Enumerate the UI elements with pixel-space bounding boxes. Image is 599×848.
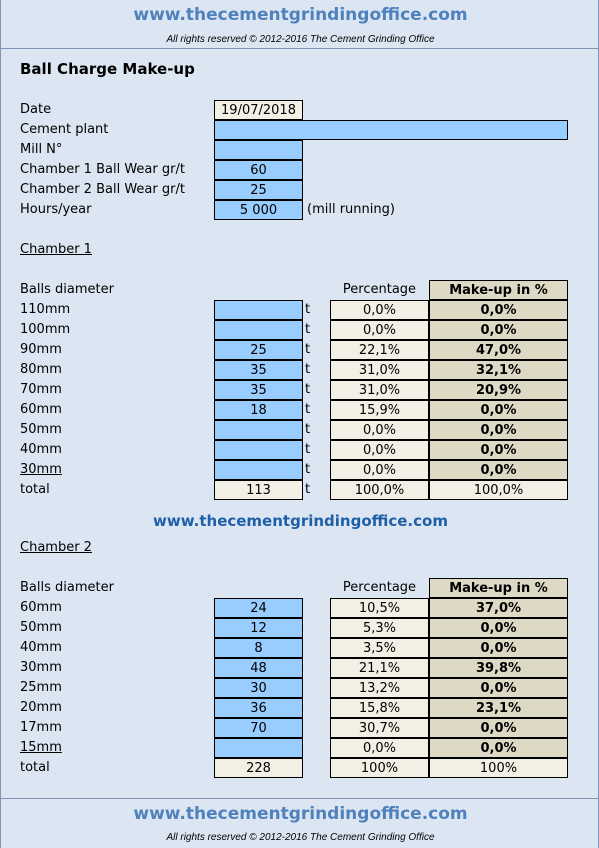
footer-website-link[interactable]: www.thecementgrindingoffice.com [133,804,468,824]
chamber1-row-size: 40mm [20,442,62,457]
chamber2-total-qty: 228 [214,758,303,778]
chamber1-row-percentage: 31,0% [330,360,429,380]
chamber2-total-label: total [20,760,50,775]
chamber2-row-percentage: 5,3% [330,618,429,638]
chamber1-row-unit: t [305,302,311,317]
chamber2-row-percentage: 21,1% [330,658,429,678]
chamber1-row-unit: t [305,322,311,337]
mill-number-field[interactable] [214,140,303,160]
chamber2-row-makeup: 0,0% [429,638,568,658]
chamber1-row-qty-field[interactable] [214,420,303,440]
chamber1-row-unit: t [305,422,311,437]
chamber1-table [1,280,599,502]
chamber2-table [1,578,599,780]
chamber1-row-qty-field[interactable]: 18 [214,400,303,420]
chamber1-row-unit: t [305,362,311,377]
chamber1-row-size: 60mm [20,402,62,417]
chamber2-row-qty-field[interactable]: 48 [214,658,303,678]
hours-label: Hours/year [20,202,92,217]
chamber1-makeup-header: Make-up in % [429,280,568,300]
hours-field[interactable]: 5 000 [214,200,303,220]
date-label: Date [20,102,52,117]
chamber1-row-makeup: 0,0% [429,300,568,320]
chamber2-row-makeup: 0,0% [429,678,568,698]
chamber1-row-makeup: 47,0% [429,340,568,360]
chamber2-row-percentage: 13,2% [330,678,429,698]
chamber1-row-unit: t [305,342,311,357]
footer-divider [1,798,599,799]
chamber1-row-size: 30mm [20,462,62,477]
chamber1-total-percentage: 100,0% [330,480,429,500]
chamber2-row-qty-field[interactable]: 70 [214,718,303,738]
chamber1-row-percentage: 31,0% [330,380,429,400]
footer-rights: All rights reserved © 2012-2016 The Cement Grinding Office [166,832,435,843]
chamber2-wear-label: Chamber 2 Ball Wear gr/t [20,182,185,197]
chamber2-diameter-header: Balls diameter [20,580,114,595]
chamber1-row-unit: t [305,382,311,397]
header-website-link[interactable]: www.thecementgrindingoffice.com [133,5,468,25]
chamber1-diameter-header: Balls diameter [20,282,114,297]
chamber1-row-qty-field[interactable]: 35 [214,360,303,380]
date-field[interactable]: 19/07/2018 [214,100,303,120]
chamber2-total-makeup: 100% [429,758,568,778]
chamber1-wear-field[interactable]: 60 [214,160,303,180]
hours-note: (mill running) [307,202,395,217]
chamber1-row-size: 50mm [20,422,62,437]
header-rights: All rights reserved © 2012-2016 The Cement Grinding Office [166,34,435,45]
chamber1-row-makeup: 0,0% [429,420,568,440]
chamber1-row-size: 70mm [20,382,62,397]
chamber1-row-makeup: 0,0% [429,460,568,480]
chamber1-row-qty-field[interactable]: 35 [214,380,303,400]
chamber2-row-size: 17mm [20,720,62,735]
chamber1-total-label: total [20,482,50,497]
chamber2-row-size: 50mm [20,620,62,635]
chamber1-row-unit: t [305,442,311,457]
chamber1-row-percentage: 0,0% [330,320,429,340]
chamber2-row-makeup: 23,1% [429,698,568,718]
chamber2-row-size: 40mm [20,640,62,655]
chamber1-row-makeup: 20,9% [429,380,568,400]
chamber2-row-makeup: 0,0% [429,618,568,638]
chamber1-row-unit: t [305,462,311,477]
chamber2-row-size: 20mm [20,700,62,715]
chamber1-row-makeup: 32,1% [429,360,568,380]
header-divider [1,48,599,49]
chamber2-row-makeup: 37,0% [429,598,568,618]
chamber1-percentage-header: Percentage [342,282,417,297]
chamber2-percentage-header: Percentage [342,580,417,595]
chamber1-row-size: 80mm [20,362,62,377]
chamber1-row-percentage: 15,9% [330,400,429,420]
chamber1-total-qty: 113 [214,480,303,500]
chamber2-row-qty-field[interactable]: 12 [214,618,303,638]
chamber2-wear-field[interactable]: 25 [214,180,303,200]
chamber1-row-unit: t [305,402,311,417]
chamber2-row-size: 30mm [20,660,62,675]
chamber1-row-size: 110mm [20,302,71,317]
chamber1-row-percentage: 0,0% [330,300,429,320]
chamber2-row-percentage: 15,8% [330,698,429,718]
chamber2-row-size: 15mm [20,740,62,755]
chamber1-row-qty-field[interactable]: 25 [214,340,303,360]
chamber2-makeup-header: Make-up in % [429,578,568,598]
mid-website-link[interactable]: www.thecementgrindingoffice.com [153,512,448,530]
chamber2-row-qty-field[interactable]: 8 [214,638,303,658]
chamber2-row-qty-field[interactable]: 30 [214,678,303,698]
cement-plant-field[interactable] [214,120,568,140]
cement-plant-label: Cement plant [20,122,109,137]
chamber2-row-qty-field[interactable]: 36 [214,698,303,718]
chamber2-row-percentage: 3,5% [330,638,429,658]
chamber2-title: Chamber 2 [20,540,92,555]
chamber1-row-qty-field[interactable] [214,440,303,460]
chamber2-total-percentage: 100% [330,758,429,778]
mill-number-label: Mill N° [20,142,63,157]
chamber2-row-percentage: 30,7% [330,718,429,738]
chamber1-row-makeup: 0,0% [429,320,568,340]
chamber2-row-qty-field[interactable] [214,738,303,758]
chamber2-row-qty-field[interactable]: 24 [214,598,303,618]
chamber1-row-makeup: 0,0% [429,400,568,420]
chamber1-total-unit: t [305,482,311,497]
chamber1-title: Chamber 1 [20,242,92,257]
chamber1-row-percentage: 0,0% [330,460,429,480]
chamber1-row-qty-field[interactable] [214,320,303,340]
chamber1-total-makeup: 100,0% [429,480,568,500]
chamber2-row-makeup: 0,0% [429,738,568,758]
chamber2-row-size: 60mm [20,600,62,615]
chamber1-row-qty-field[interactable] [214,460,303,480]
chamber1-row-size: 90mm [20,342,62,357]
chamber1-row-makeup: 0,0% [429,440,568,460]
chamber2-row-size: 25mm [20,680,62,695]
chamber2-row-makeup: 0,0% [429,718,568,738]
chamber1-row-percentage: 0,0% [330,420,429,440]
page-title: Ball Charge Make-up [20,60,195,78]
chamber2-row-percentage: 0,0% [330,738,429,758]
chamber1-wear-label: Chamber 1 Ball Wear gr/t [20,162,185,177]
chamber1-row-percentage: 22,1% [330,340,429,360]
chamber2-row-percentage: 10,5% [330,598,429,618]
chamber1-row-qty-field[interactable] [214,300,303,320]
chamber2-row-makeup: 39,8% [429,658,568,678]
chamber1-row-size: 100mm [20,322,71,337]
chamber1-row-percentage: 0,0% [330,440,429,460]
